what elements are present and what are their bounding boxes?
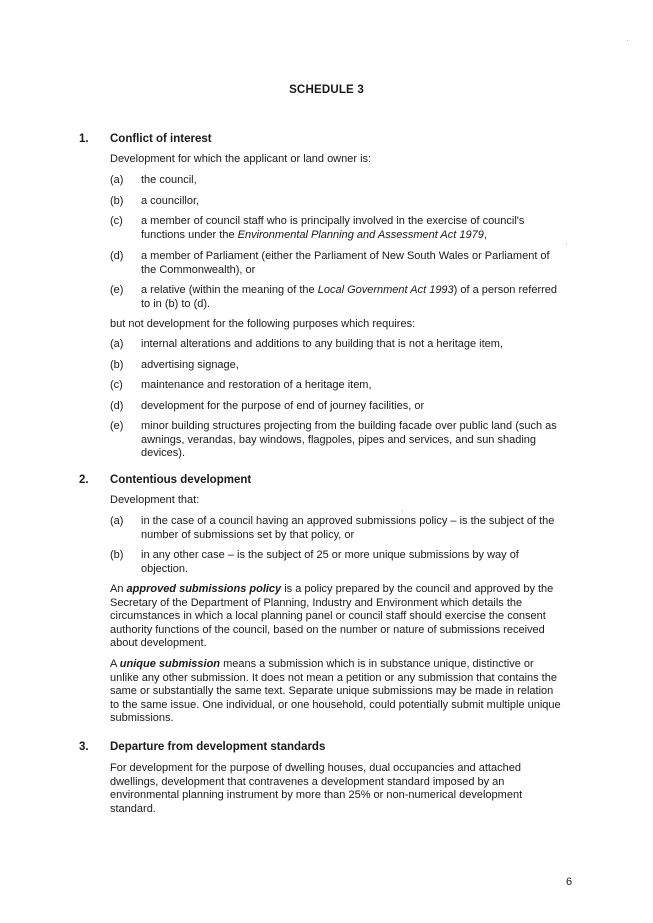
act-title: Local Government Act 1993 <box>317 284 454 296</box>
list-item <box>141 215 563 242</box>
section-2-intro: Development that: <box>110 494 200 506</box>
section-1-intro: Development for which the applicant or land owner is: <box>110 153 372 165</box>
list-item: development for the purpose of end of journey facilities, or <box>141 400 425 412</box>
definition-approved-submissions-policy <box>110 583 565 651</box>
list-item: in any other case – is the subject of 25 or more unique submissions by way of objection. <box>141 549 519 575</box>
section-1-number: 1. <box>79 133 89 145</box>
item-label: (b) <box>110 359 124 371</box>
section-2-heading: Contentious development <box>110 474 252 486</box>
section-1-heading: Conflict of interest <box>110 133 212 145</box>
item-label: (b) <box>110 549 124 561</box>
item-label: (b) <box>110 195 124 207</box>
list-item: minor building structures projecting from the building facade over public land (such as awnings, verandas, bay windows, flagpoles, pipes and services, and sun shading devices). <box>141 420 557 460</box>
scan-speck <box>566 244 567 245</box>
def-body: is a policy prepared by the council and approved by the Secretary of the Department of Planning, Industry and Environment which details the circumstances in which a local planning panel or council staff should exercise the consent authority functions of the council, based on the number or nature of submissions received about development. <box>110 583 554 650</box>
item-label: (d) <box>110 400 124 412</box>
list-item <box>141 284 563 311</box>
list-item: a member of Parliament (either the Parliament of New South Wales or Parliament of the Commonwealth), or <box>141 250 550 276</box>
section-3-number: 3. <box>79 741 89 753</box>
scan-speck <box>627 40 628 41</box>
item-label: (a) <box>110 515 124 527</box>
section-3-heading: Departure from development standards <box>110 741 326 753</box>
item-label: (c) <box>110 215 123 227</box>
item-label: (a) <box>110 338 124 350</box>
schedule-title: SCHEDULE 3 <box>289 84 364 96</box>
list-item: the council, <box>141 174 197 186</box>
definition-unique-submission <box>110 658 565 726</box>
item-label: (a) <box>110 174 124 186</box>
item-label: (d) <box>110 250 124 262</box>
defined-term: unique submission <box>119 658 221 670</box>
defined-term: approved submissions policy <box>126 583 282 595</box>
item-text-end: ) of a person referred to in (b) to (d). <box>141 284 558 310</box>
list-item: internal alterations and additions to any building that is not a heritage item, <box>141 338 504 350</box>
list-item: a councillor, <box>141 195 200 207</box>
def-body: means a submission which is in substance unique, distinctive or unlike any other submission. It does not mean a petition or any submission that contains the same or substantially the same text. Separate unique submissions may be made in relation to the same issue. One individual, or one household, could potentially submit multiple unique submissions. <box>110 658 561 725</box>
item-text-end: , <box>483 228 487 241</box>
list-item: advertising signage, <box>141 359 239 371</box>
scan-speck <box>402 510 403 511</box>
item-text: a member of council staff who is principally involved in the exercise of council's functions under the <box>141 215 525 241</box>
section-1-exclusion: but not development for the following purposes which requires: <box>110 318 416 330</box>
act-title: Environmental Planning and Assessment Act 1979 <box>237 228 484 241</box>
item-label: (e) <box>110 420 124 432</box>
def-lead: A <box>110 658 120 670</box>
section-3-body: For development for the purpose of dwelling houses, dual occupancies and attached dwellings, development that contravenes a development standard imposed by an environmental planning instrument by more than 25% or non-numerical development standard. <box>110 762 523 815</box>
page-number: 6 <box>566 876 573 888</box>
section-2-number: 2. <box>79 474 89 486</box>
list-item: maintenance and restoration of a heritage item, <box>141 379 372 391</box>
item-label: (e) <box>110 284 124 296</box>
item-label: (c) <box>110 379 123 391</box>
list-item: in the case of a council having an approved submissions policy – is the subject of the number of submissions set by that policy, or <box>141 515 555 541</box>
item-text: a relative (within the meaning of the <box>141 284 318 296</box>
def-lead: An <box>110 583 127 595</box>
